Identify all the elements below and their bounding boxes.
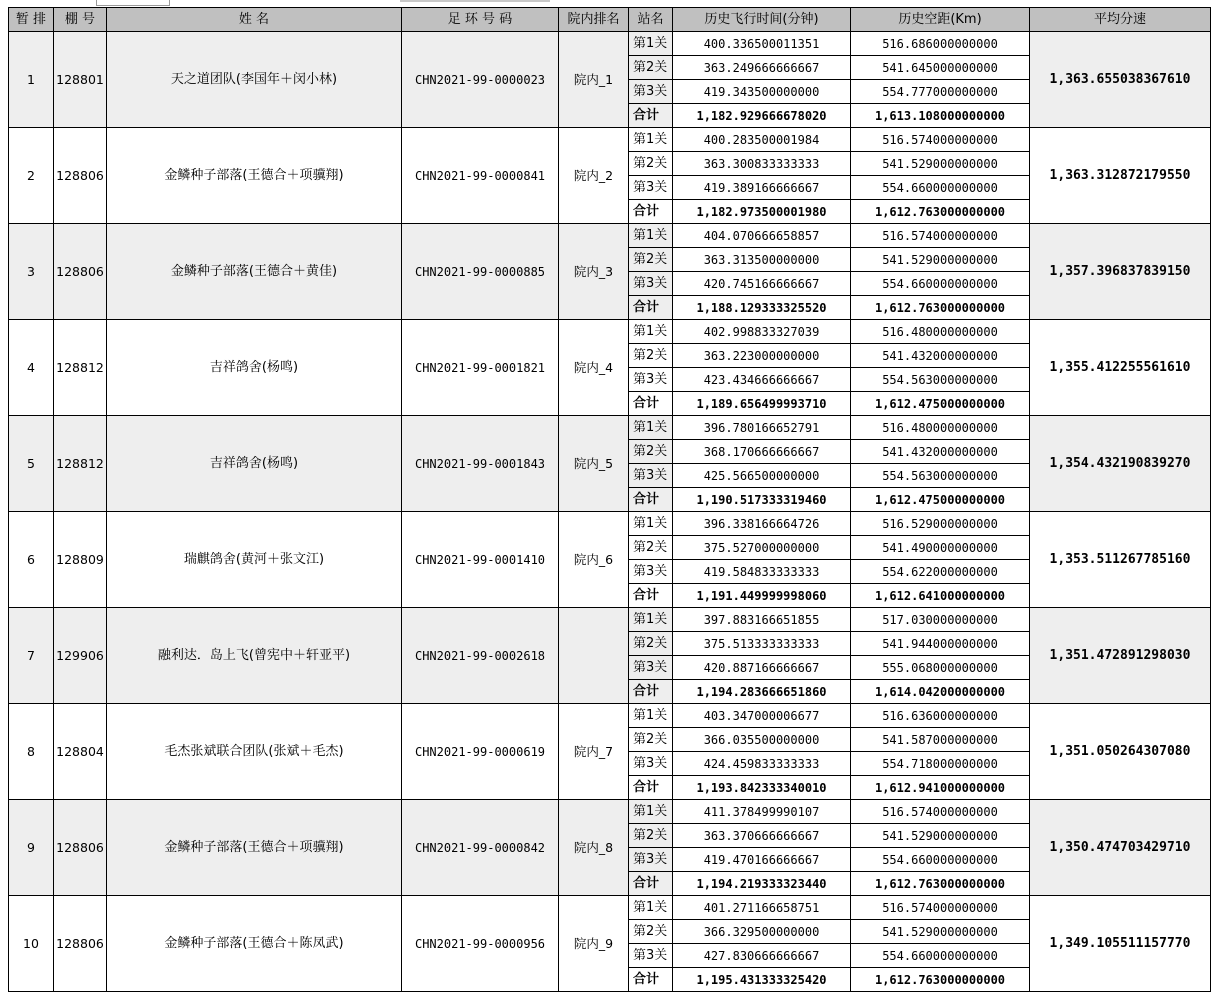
name-cell[interactable]: 金鳞种子部落(王德合＋陈凤武) bbox=[107, 896, 402, 992]
stage-cell[interactable]: 第3关 bbox=[629, 80, 673, 104]
stage-cell[interactable]: 合计 bbox=[629, 872, 673, 896]
time-cell[interactable]: 1,193.842333340010 bbox=[673, 776, 851, 800]
time-cell[interactable]: 420.745166666667 bbox=[673, 272, 851, 296]
header-name[interactable]: 姓 名 bbox=[107, 8, 402, 32]
time-cell[interactable]: 419.343500000000 bbox=[673, 80, 851, 104]
table-row bbox=[9, 416, 1211, 440]
stage-cell[interactable]: 第2关 bbox=[629, 248, 673, 272]
speed-cell[interactable]: 1,351.472891298030 bbox=[1030, 608, 1211, 704]
distance-cell[interactable]: 541.432000000000 bbox=[851, 440, 1030, 464]
time-cell[interactable]: 427.830666666667 bbox=[673, 944, 851, 968]
speed-cell[interactable]: 1,363.312872179550 bbox=[1030, 128, 1211, 224]
stage-cell[interactable]: 合计 bbox=[629, 488, 673, 512]
distance-cell[interactable]: 541.944000000000 bbox=[851, 632, 1030, 656]
table-row bbox=[9, 800, 1211, 824]
shed-cell[interactable]: 128809 bbox=[54, 512, 107, 608]
stage-cell[interactable]: 第1关 bbox=[629, 800, 673, 824]
table-row bbox=[9, 512, 1211, 536]
stage-cell[interactable]: 第1关 bbox=[629, 608, 673, 632]
time-cell[interactable]: 419.470166666667 bbox=[673, 848, 851, 872]
time-cell[interactable]: 1,182.929666678020 bbox=[673, 104, 851, 128]
stage-cell[interactable]: 第1关 bbox=[629, 320, 673, 344]
table-row bbox=[9, 608, 1211, 632]
distance-cell[interactable]: 516.574000000000 bbox=[851, 224, 1030, 248]
stage-cell[interactable]: 第3关 bbox=[629, 176, 673, 200]
table-row bbox=[9, 320, 1211, 344]
header-stage[interactable]: 站名 bbox=[629, 8, 673, 32]
rank-cell[interactable]: 4 bbox=[9, 320, 54, 416]
rank-cell[interactable]: 3 bbox=[9, 224, 54, 320]
time-cell[interactable]: 1,188.129333325520 bbox=[673, 296, 851, 320]
inrank-cell[interactable] bbox=[559, 608, 629, 704]
time-cell[interactable]: 363.313500000000 bbox=[673, 248, 851, 272]
stage-cell[interactable]: 第2关 bbox=[629, 824, 673, 848]
stage-cell[interactable]: 合计 bbox=[629, 584, 673, 608]
distance-cell[interactable]: 516.574000000000 bbox=[851, 128, 1030, 152]
distance-cell[interactable]: 541.529000000000 bbox=[851, 920, 1030, 944]
distance-cell[interactable]: 541.587000000000 bbox=[851, 728, 1030, 752]
distance-cell[interactable]: 1,612.475000000000 bbox=[851, 392, 1030, 416]
time-cell[interactable]: 401.271166658751 bbox=[673, 896, 851, 920]
stage-cell[interactable]: 第3关 bbox=[629, 560, 673, 584]
stage-cell[interactable]: 第3关 bbox=[629, 752, 673, 776]
stage-cell[interactable]: 第3关 bbox=[629, 464, 673, 488]
distance-cell[interactable]: 1,612.641000000000 bbox=[851, 584, 1030, 608]
rank-cell[interactable]: 7 bbox=[9, 608, 54, 704]
time-cell[interactable]: 402.998833327039 bbox=[673, 320, 851, 344]
inrank-cell[interactable]: 院内_6 bbox=[559, 512, 629, 608]
name-cell[interactable]: 天之道团队(李国年＋闵小林) bbox=[107, 32, 402, 128]
stage-cell[interactable]: 第3关 bbox=[629, 368, 673, 392]
inrank-cell[interactable]: 院内_5 bbox=[559, 416, 629, 512]
stage-cell[interactable]: 第1关 bbox=[629, 896, 673, 920]
time-cell[interactable]: 1,194.283666651860 bbox=[673, 680, 851, 704]
speed-cell[interactable]: 1,351.050264307080 bbox=[1030, 704, 1211, 800]
time-cell[interactable]: 366.035500000000 bbox=[673, 728, 851, 752]
time-cell[interactable]: 420.887166666667 bbox=[673, 656, 851, 680]
distance-cell[interactable]: 554.660000000000 bbox=[851, 944, 1030, 968]
results-body bbox=[9, 32, 1211, 992]
speed-cell[interactable]: 1,354.432190839270 bbox=[1030, 416, 1211, 512]
time-cell[interactable]: 1,194.219333323440 bbox=[673, 872, 851, 896]
ring-cell[interactable]: CHN2021-99-0000842 bbox=[402, 800, 559, 896]
distance-cell[interactable]: 541.529000000000 bbox=[851, 824, 1030, 848]
distance-cell[interactable]: 554.563000000000 bbox=[851, 368, 1030, 392]
time-cell[interactable]: 400.336500011351 bbox=[673, 32, 851, 56]
distance-cell[interactable]: 541.432000000000 bbox=[851, 344, 1030, 368]
time-cell[interactable]: 363.370666666667 bbox=[673, 824, 851, 848]
stage-cell[interactable]: 合计 bbox=[629, 104, 673, 128]
header-inrank[interactable]: 院内排名 bbox=[559, 8, 629, 32]
distance-cell[interactable]: 554.563000000000 bbox=[851, 464, 1030, 488]
shed-cell[interactable]: 128806 bbox=[54, 224, 107, 320]
time-cell[interactable]: 419.584833333333 bbox=[673, 560, 851, 584]
distance-cell[interactable]: 1,612.941000000000 bbox=[851, 776, 1030, 800]
stage-cell[interactable]: 第2关 bbox=[629, 920, 673, 944]
name-cell[interactable]: 金鳞种子部落(王德合＋黄佳) bbox=[107, 224, 402, 320]
shed-cell[interactable]: 128804 bbox=[54, 704, 107, 800]
distance-cell[interactable]: 1,614.042000000000 bbox=[851, 680, 1030, 704]
speed-cell[interactable]: 1,349.105511157770 bbox=[1030, 896, 1211, 992]
table-row bbox=[9, 128, 1211, 152]
ring-cell[interactable]: CHN2021-99-0000956 bbox=[402, 896, 559, 992]
header-remnant bbox=[400, 0, 550, 2]
stage-cell[interactable]: 第2关 bbox=[629, 536, 673, 560]
stage-cell[interactable]: 第1关 bbox=[629, 224, 673, 248]
distance-cell[interactable]: 541.529000000000 bbox=[851, 152, 1030, 176]
time-cell[interactable]: 404.070666658857 bbox=[673, 224, 851, 248]
stage-cell[interactable]: 第3关 bbox=[629, 656, 673, 680]
inrank-cell[interactable]: 院内_1 bbox=[559, 32, 629, 128]
shed-cell[interactable]: 129906 bbox=[54, 608, 107, 704]
header-rank[interactable]: 暂 排 bbox=[9, 8, 54, 32]
distance-cell[interactable]: 1,612.763000000000 bbox=[851, 200, 1030, 224]
stage-cell[interactable]: 第3关 bbox=[629, 272, 673, 296]
stage-cell[interactable]: 第2关 bbox=[629, 152, 673, 176]
table-row bbox=[9, 224, 1211, 248]
shed-cell[interactable]: 128812 bbox=[54, 416, 107, 512]
inrank-cell[interactable]: 院内_2 bbox=[559, 128, 629, 224]
rank-cell[interactable]: 5 bbox=[9, 416, 54, 512]
ring-cell[interactable]: CHN2021-99-0000023 bbox=[402, 32, 559, 128]
inrank-cell[interactable]: 院内_7 bbox=[559, 704, 629, 800]
distance-cell[interactable]: 554.660000000000 bbox=[851, 272, 1030, 296]
distance-cell[interactable]: 516.480000000000 bbox=[851, 320, 1030, 344]
stage-cell[interactable]: 第2关 bbox=[629, 440, 673, 464]
distance-cell[interactable]: 517.030000000000 bbox=[851, 608, 1030, 632]
name-cell[interactable]: 金鳞种子部落(王德合＋项骥翔) bbox=[107, 800, 402, 896]
stage-cell[interactable]: 第1关 bbox=[629, 32, 673, 56]
distance-cell[interactable]: 541.529000000000 bbox=[851, 248, 1030, 272]
rank-cell[interactable]: 10 bbox=[9, 896, 54, 992]
inrank-cell[interactable]: 院内_4 bbox=[559, 320, 629, 416]
time-cell[interactable]: 400.283500001984 bbox=[673, 128, 851, 152]
stage-cell[interactable]: 第1关 bbox=[629, 416, 673, 440]
stage-cell[interactable]: 第3关 bbox=[629, 944, 673, 968]
rank-cell[interactable]: 9 bbox=[9, 800, 54, 896]
stage-cell[interactable]: 第2关 bbox=[629, 56, 673, 80]
stage-cell[interactable]: 合计 bbox=[629, 680, 673, 704]
distance-cell[interactable]: 516.480000000000 bbox=[851, 416, 1030, 440]
distance-cell[interactable]: 541.490000000000 bbox=[851, 536, 1030, 560]
time-cell[interactable]: 1,189.656499993710 bbox=[673, 392, 851, 416]
time-cell[interactable]: 375.513333333333 bbox=[673, 632, 851, 656]
stage-cell[interactable]: 合计 bbox=[629, 296, 673, 320]
distance-cell[interactable]: 516.574000000000 bbox=[851, 896, 1030, 920]
name-cell[interactable]: 吉祥鸽舍(杨鸣) bbox=[107, 416, 402, 512]
distance-cell[interactable]: 1,612.475000000000 bbox=[851, 488, 1030, 512]
rank-cell[interactable]: 6 bbox=[9, 512, 54, 608]
table-row bbox=[9, 896, 1211, 920]
name-cell[interactable]: 瑞麒鸽舍(黄河＋张文江) bbox=[107, 512, 402, 608]
rank-cell[interactable]: 2 bbox=[9, 128, 54, 224]
name-cell[interactable]: 融利达．岛上飞(曾宪中＋轩亚平) bbox=[107, 608, 402, 704]
header-speed[interactable]: 平均分速 bbox=[1030, 8, 1211, 32]
time-cell[interactable]: 363.249666666667 bbox=[673, 56, 851, 80]
stage-cell[interactable]: 第1关 bbox=[629, 704, 673, 728]
inrank-cell[interactable]: 院内_3 bbox=[559, 224, 629, 320]
inrank-cell[interactable]: 院内_8 bbox=[559, 800, 629, 896]
results-table bbox=[8, 7, 1211, 992]
speed-cell[interactable]: 1,355.412255561610 bbox=[1030, 320, 1211, 416]
cell-selection-remnant bbox=[96, 0, 170, 6]
speed-cell[interactable]: 1,353.511267785160 bbox=[1030, 512, 1211, 608]
name-cell[interactable]: 毛杰张斌联合团队(张斌＋毛杰) bbox=[107, 704, 402, 800]
distance-cell[interactable]: 541.645000000000 bbox=[851, 56, 1030, 80]
rank-cell[interactable]: 8 bbox=[9, 704, 54, 800]
time-cell[interactable]: 423.434666666667 bbox=[673, 368, 851, 392]
ring-cell[interactable]: CHN2021-99-0000619 bbox=[402, 704, 559, 800]
distance-cell[interactable]: 554.718000000000 bbox=[851, 752, 1030, 776]
name-cell[interactable]: 金鳞种子部落(王德合＋项骥翔) bbox=[107, 128, 402, 224]
table-row bbox=[9, 32, 1211, 56]
stage-cell[interactable]: 合计 bbox=[629, 200, 673, 224]
stage-cell[interactable]: 合计 bbox=[629, 968, 673, 992]
rank-cell[interactable]: 1 bbox=[9, 32, 54, 128]
stage-cell[interactable]: 第1关 bbox=[629, 128, 673, 152]
distance-cell[interactable]: 1,612.763000000000 bbox=[851, 872, 1030, 896]
stage-cell[interactable]: 第1关 bbox=[629, 512, 673, 536]
time-cell[interactable]: 375.527000000000 bbox=[673, 536, 851, 560]
distance-cell[interactable]: 1,612.763000000000 bbox=[851, 968, 1030, 992]
header-time[interactable]: 历史飞行时间(分钟) bbox=[673, 8, 851, 32]
distance-cell[interactable]: 554.777000000000 bbox=[851, 80, 1030, 104]
time-cell[interactable]: 368.170666666667 bbox=[673, 440, 851, 464]
shed-cell[interactable]: 128806 bbox=[54, 896, 107, 992]
time-cell[interactable]: 425.566500000000 bbox=[673, 464, 851, 488]
speed-cell[interactable]: 1,350.474703429710 bbox=[1030, 800, 1211, 896]
ring-cell[interactable]: CHN2021-99-0000885 bbox=[402, 224, 559, 320]
shed-cell[interactable]: 128812 bbox=[54, 320, 107, 416]
ring-cell[interactable]: CHN2021-99-0001821 bbox=[402, 320, 559, 416]
stage-cell[interactable]: 合计 bbox=[629, 392, 673, 416]
time-cell[interactable]: 363.223000000000 bbox=[673, 344, 851, 368]
distance-cell[interactable]: 516.636000000000 bbox=[851, 704, 1030, 728]
time-cell[interactable]: 1,182.973500001980 bbox=[673, 200, 851, 224]
time-cell[interactable]: 411.378499990107 bbox=[673, 800, 851, 824]
header-ring[interactable]: 足 环 号 码 bbox=[402, 8, 559, 32]
distance-cell[interactable]: 1,612.763000000000 bbox=[851, 296, 1030, 320]
stage-cell[interactable]: 第2关 bbox=[629, 632, 673, 656]
header-distance[interactable]: 历史空距(Km) bbox=[851, 8, 1030, 32]
shed-cell[interactable]: 128801 bbox=[54, 32, 107, 128]
time-cell[interactable]: 403.347000006677 bbox=[673, 704, 851, 728]
speed-cell[interactable]: 1,363.655038367610 bbox=[1030, 32, 1211, 128]
distance-cell[interactable]: 554.622000000000 bbox=[851, 560, 1030, 584]
distance-cell[interactable]: 516.574000000000 bbox=[851, 800, 1030, 824]
time-cell[interactable]: 396.780166652791 bbox=[673, 416, 851, 440]
ring-cell[interactable]: CHN2021-99-0002618 bbox=[402, 608, 559, 704]
time-cell[interactable]: 1,191.449999998060 bbox=[673, 584, 851, 608]
table-row bbox=[9, 704, 1211, 728]
distance-cell[interactable]: 554.660000000000 bbox=[851, 176, 1030, 200]
header-shed[interactable]: 棚 号 bbox=[54, 8, 107, 32]
distance-cell[interactable]: 516.529000000000 bbox=[851, 512, 1030, 536]
ring-cell[interactable]: CHN2021-99-0001410 bbox=[402, 512, 559, 608]
distance-cell[interactable]: 554.660000000000 bbox=[851, 848, 1030, 872]
inrank-cell[interactable]: 院内_9 bbox=[559, 896, 629, 992]
time-cell[interactable]: 1,190.517333319460 bbox=[673, 488, 851, 512]
stage-cell[interactable]: 第2关 bbox=[629, 728, 673, 752]
stage-cell[interactable]: 第3关 bbox=[629, 848, 673, 872]
time-cell[interactable]: 419.389166666667 bbox=[673, 176, 851, 200]
ring-cell[interactable]: CHN2021-99-0001843 bbox=[402, 416, 559, 512]
shed-cell[interactable]: 128806 bbox=[54, 128, 107, 224]
time-cell[interactable]: 366.329500000000 bbox=[673, 920, 851, 944]
shed-cell[interactable]: 128806 bbox=[54, 800, 107, 896]
ring-cell[interactable]: CHN2021-99-0000841 bbox=[402, 128, 559, 224]
distance-cell[interactable]: 555.068000000000 bbox=[851, 656, 1030, 680]
time-cell[interactable]: 363.300833333333 bbox=[673, 152, 851, 176]
distance-cell[interactable]: 516.686000000000 bbox=[851, 32, 1030, 56]
time-cell[interactable]: 396.338166664726 bbox=[673, 512, 851, 536]
name-cell[interactable]: 吉祥鸽舍(杨鸣) bbox=[107, 320, 402, 416]
time-cell[interactable]: 424.459833333333 bbox=[673, 752, 851, 776]
stage-cell[interactable]: 第2关 bbox=[629, 344, 673, 368]
time-cell[interactable]: 1,195.431333325420 bbox=[673, 968, 851, 992]
speed-cell[interactable]: 1,357.396837839150 bbox=[1030, 224, 1211, 320]
header-row bbox=[9, 8, 1211, 32]
stage-cell[interactable]: 合计 bbox=[629, 776, 673, 800]
distance-cell[interactable]: 1,613.108000000000 bbox=[851, 104, 1030, 128]
time-cell[interactable]: 397.883166651855 bbox=[673, 608, 851, 632]
